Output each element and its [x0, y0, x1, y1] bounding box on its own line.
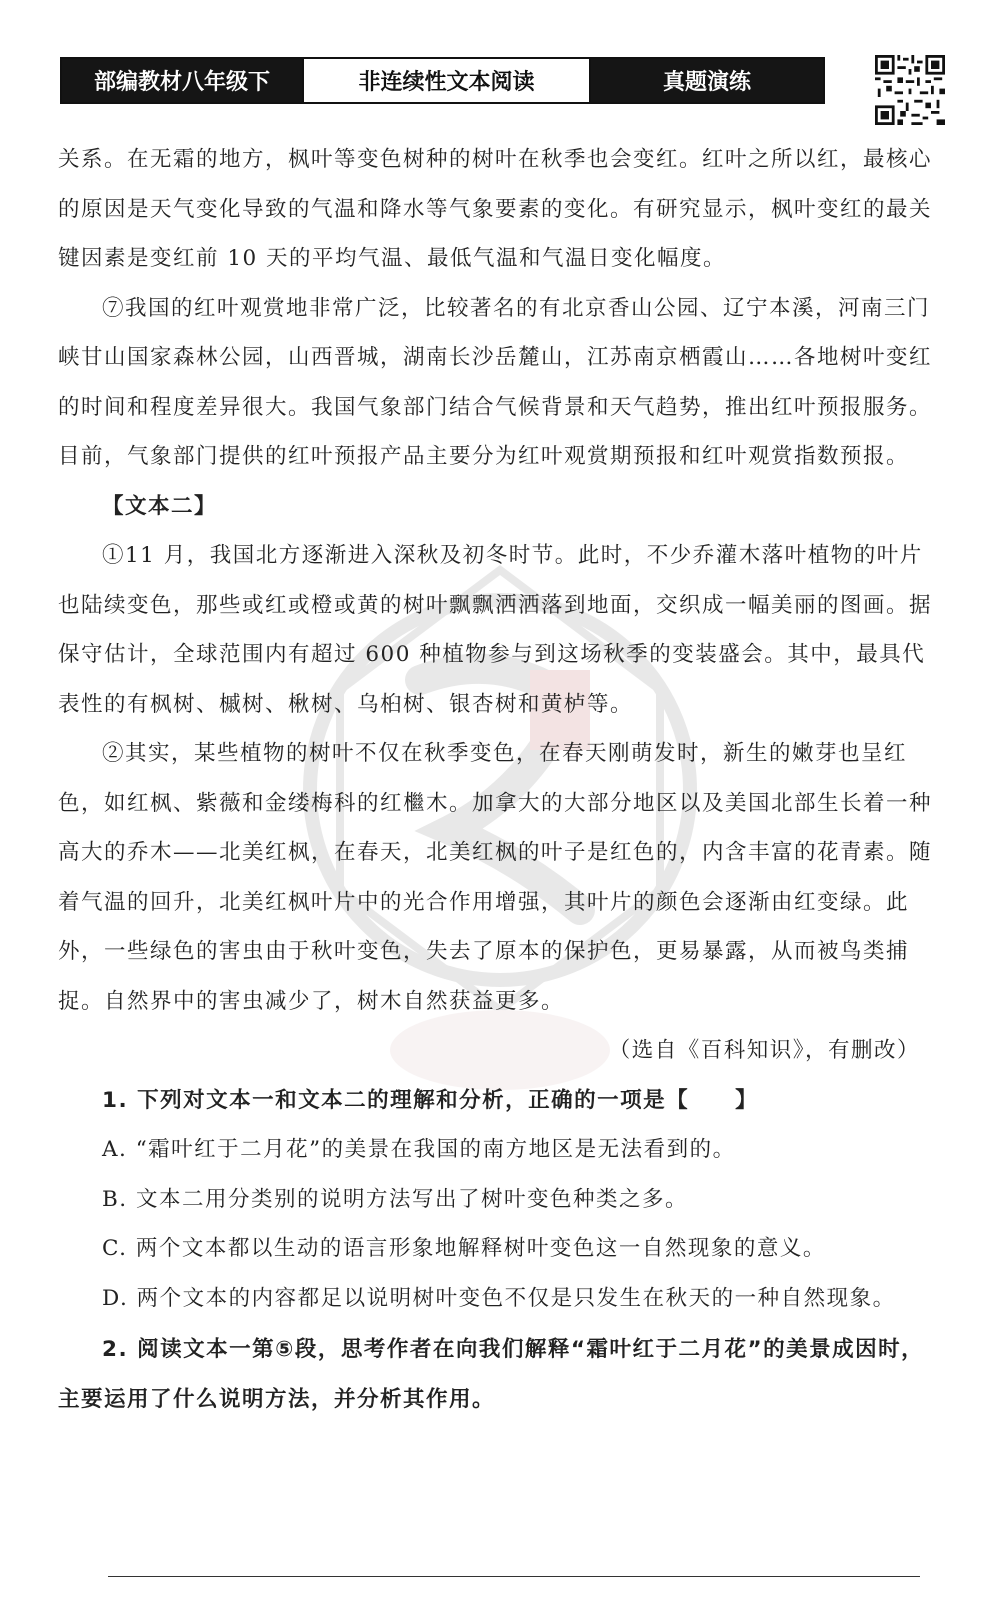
text-two-paragraph-2: ②其实，某些植物的树叶不仅在秋季变色，在春天刚萌发时，新生的嫩芽也呈红色，如红枫、紫薇和金缕梅科的红檵木。加拿大的大部分地区以及美国北部生长着一种高大的乔木——北美红枫，在春天，北美红枫的叶子是红色的，内含丰富的花青素。随着气温的回升，北美红枫叶片中的光合作用增强，其叶片的颜色会逐渐由红变绿。此外，一些绿色的害虫由于秋叶变色，失去了原本的保护色，更易暴露，从而被鸟类捕捉。自然界中的害虫减少了，树木自然获益更多。	[58, 741, 933, 1014]
text-two-title: 【文本二】	[102, 493, 218, 519]
text-two-paragraph-1: ①11 月，我国北方逐渐进入深秋及初冬时节。此时，不少乔灌木落叶植物的叶片也陆续变色，那些或红或橙或黄的树叶飘飘洒洒落到地面，交织成一幅美丽的图画。据保守估计，全球范围内有超过 600 种植物参与到这场秋季的变装盛会。其中，最具代表性的有枫树、槭树、楸树、乌桕树、银杏树和黄栌等。	[58, 543, 933, 717]
text-one-paragraph-6-continued: 关系。在无霜的地方，枫叶等变色树种的树叶在秋季也会变红。红叶之所以红，最核心的原因是天气变化导致的气温和降水等气象要素的变化。有研究显示，枫叶变红的最关键因素是变红前 10 天的平均气温、最低气温和气温日变化幅度。	[58, 147, 933, 271]
answer-line	[108, 1576, 920, 1577]
source-citation: （选自《百科知识》，有删改）	[608, 1038, 920, 1063]
header-section-label: 真题演练	[591, 59, 823, 102]
header-grade-label: 部编教材八年级下	[62, 59, 302, 102]
question-1-option-c: C. 两个文本都以生动的语言形象地解释树叶变色这一自然现象的意义。	[102, 1236, 826, 1261]
header-bar	[60, 57, 825, 104]
text-one-paragraph-7: ⑦我国的红叶观赏地非常广泛，比较著名的有北京香山公园、辽宁本溪，河南三门峡甘山国家森林公园，山西晋城，湖南长沙岳麓山，江苏南京栖霞山……各地树叶变红的时间和程度差异很大。我国气象部门结合气候背景和天气趋势，推出红叶预报服务。目前，气象部门提供的红叶预报产品主要分为红叶观赏期预报和红叶观赏指数预报。	[58, 295, 933, 469]
question-1-option-d: D. 两个文本的内容都足以说明树叶变色不仅是只发生在秋天的一种自然现象。	[102, 1285, 896, 1311]
header-topic-label: 非连续性文本阅读	[302, 59, 591, 102]
question-1-option-b: B. 文本二用分类别的说明方法写出了树叶变色种类之多。	[102, 1186, 688, 1212]
qr-code-icon	[875, 55, 945, 125]
document-body	[58, 135, 938, 1424]
question-2-stem: 2. 阅读文本一第⑤段，思考作者在向我们解释“霜叶红于二月花”的美景成因时，主要运用了什么说明方法，并分析其作用。	[58, 1337, 925, 1412]
question-1-stem: 1. 下列对文本一和文本二的理解和分析，正确的一项是【 】	[102, 1087, 759, 1113]
question-1-option-a: A. “霜叶红于二月花”的美景在我国的南方地区是无法看到的。	[102, 1137, 736, 1162]
